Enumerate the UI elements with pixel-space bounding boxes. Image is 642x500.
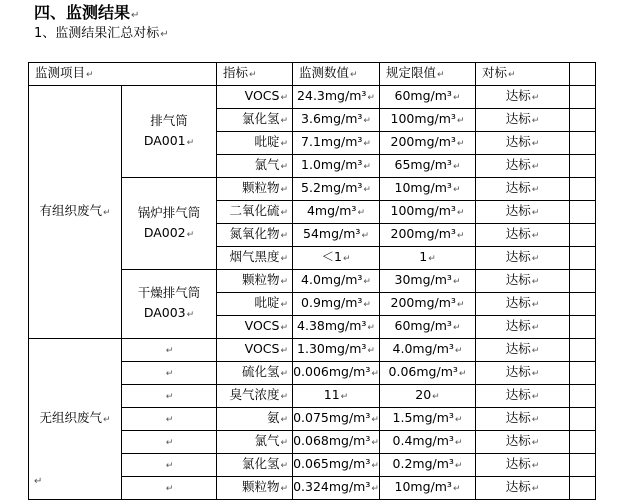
paragraph-mark-icon: ↵ (454, 346, 463, 356)
value-cell (293, 201, 380, 224)
paragraph-mark-icon: ↵ (531, 369, 540, 379)
paragraph-mark-icon: ↵ (280, 116, 288, 126)
indicator-text: 颗粒物 (241, 272, 280, 287)
extra-cell (570, 339, 596, 362)
paragraph-mark-icon: ↵ (531, 392, 540, 402)
value-text: 4mg/m³ (306, 203, 357, 218)
indicator-cell (217, 316, 293, 339)
paragraph-mark-icon: ↵ (280, 300, 288, 310)
paragraph-mark-icon: ↵ (531, 116, 540, 126)
paragraph-mark-icon: ↵ (452, 185, 461, 195)
indicator-text: VOCS (244, 341, 280, 356)
value-text: 54mg/m³ (303, 226, 361, 241)
source-cell (122, 178, 217, 270)
value-text: 7.1mg/m³ (301, 134, 363, 149)
extra-cell (570, 247, 596, 270)
header-cell-extra (570, 63, 596, 86)
paragraph-mark-icon: ↵ (456, 300, 465, 310)
result-text: 达标 (505, 180, 531, 195)
value-text: 3.6mg/m³ (301, 111, 363, 126)
paragraph-mark-icon: ↵ (531, 208, 540, 218)
source-code: DA002 (143, 224, 186, 240)
extra-cell (570, 316, 596, 339)
limit-cell (380, 477, 476, 500)
paragraph-mark-icon: ↵ (363, 185, 371, 195)
limit-cell (380, 224, 476, 247)
extra-cell (570, 86, 596, 109)
result-cell (476, 316, 570, 339)
paragraph-mark-icon: ↵ (428, 254, 436, 264)
paragraph-mark-icon: ↵ (452, 484, 461, 494)
paragraph-mark-icon: ↵ (531, 415, 540, 425)
source-code: DA001 (143, 132, 186, 148)
extra-cell (570, 362, 596, 385)
value-text: 1.30mg/m³ (297, 341, 367, 356)
indicator-text: VOCS (244, 318, 280, 333)
result-cell (476, 408, 570, 431)
paragraph-mark-icon: ↵ (371, 461, 379, 471)
trailing-paragraph-mark-icon: ↵ (34, 476, 43, 487)
paragraph-mark-icon: ↵ (456, 231, 465, 241)
paragraph-mark-icon: ↵ (280, 231, 288, 241)
paragraph-mark-icon: ↵ (531, 484, 540, 494)
paragraph-mark-icon: ↵ (340, 392, 349, 402)
header-cell-value: 监测数值↵ (293, 63, 380, 86)
paragraph-mark-icon: ↵ (531, 254, 540, 264)
result-cell (476, 362, 570, 385)
paragraph-mark-icon: ↵ (131, 10, 140, 21)
limit-text: 1.5mg/m³ (392, 410, 454, 425)
limit-text: 0.4mg/m³ (392, 433, 454, 448)
paragraph-mark-icon: ↵ (363, 300, 371, 310)
value-cell (293, 385, 380, 408)
result-text: 达标 (505, 410, 531, 425)
subsection-title-text: 1、监测结果汇总对标 (34, 26, 160, 41)
limit-cell (380, 316, 476, 339)
value-text: 5.2mg/m³ (301, 180, 363, 195)
value-text: 1.0mg/m³ (301, 157, 363, 172)
paragraph-mark-icon: ↵ (432, 392, 440, 402)
paragraph-mark-icon: ↵ (160, 29, 169, 40)
result-cell (476, 431, 570, 454)
indicator-text: 氯气 (254, 157, 280, 172)
source-name: 干燥排气筒 (137, 285, 201, 300)
paragraph-mark-icon: ↵ (454, 415, 463, 425)
paragraph-mark-icon: ↵ (531, 300, 540, 310)
indicator-cell (217, 178, 293, 201)
value-cell (293, 178, 380, 201)
value-text: 0.068mg/m³ (293, 433, 371, 448)
limit-text: 200mg/m³ (390, 226, 456, 241)
limit-cell (380, 201, 476, 224)
paragraph-mark-icon: ↵ (452, 93, 461, 103)
paragraph-mark-icon: ↵ (531, 346, 540, 356)
indicator-text: 臭气浓度 (229, 387, 280, 402)
limit-cell (380, 86, 476, 109)
source-cell (122, 86, 217, 178)
value-cell (293, 270, 380, 293)
result-cell (476, 132, 570, 155)
extra-cell (570, 201, 596, 224)
result-cell (476, 86, 570, 109)
result-cell (476, 155, 570, 178)
extra-cell (570, 293, 596, 316)
result-cell (476, 178, 570, 201)
result-text: 达标 (505, 157, 531, 172)
source-cell (122, 270, 217, 339)
header-cell-item: 监测项目↵ (29, 63, 217, 86)
value-cell (293, 293, 380, 316)
indicator-cell (217, 477, 293, 500)
result-text: 达标 (505, 479, 531, 494)
indicator-text: 二氧化硫 (229, 203, 280, 218)
value-cell (293, 477, 380, 500)
value-text: 24.3mg/m³ (297, 88, 367, 103)
paragraph-mark-icon: ↵ (531, 231, 540, 241)
indicator-text: 烟气黑度 (229, 249, 280, 264)
indicator-cell (217, 86, 293, 109)
category-label: 有组织废气 (39, 203, 102, 218)
source-cell-empty (122, 431, 217, 454)
extra-cell (570, 109, 596, 132)
source-cell-empty (122, 362, 217, 385)
section-title-text: 四、监测结果 (34, 3, 131, 22)
indicator-cell (217, 132, 293, 155)
paragraph-mark-icon: ↵ (531, 438, 540, 448)
paragraph-mark-icon: ↵ (165, 461, 174, 471)
value-text: 0.065mg/m³ (293, 456, 371, 471)
value-text: 0.075mg/m³ (293, 410, 371, 425)
indicator-text: 氨 (266, 410, 280, 425)
limit-text: 65mg/m³ (394, 157, 452, 172)
paragraph-mark-icon: ↵ (531, 139, 540, 149)
result-cell (476, 477, 570, 500)
value-cell (293, 86, 380, 109)
result-cell (476, 385, 570, 408)
header-cell-indicator: 指标↵ (217, 63, 293, 86)
paragraph-mark-icon: ↵ (456, 116, 465, 126)
indicator-cell (217, 109, 293, 132)
paragraph-mark-icon: ↵ (458, 369, 467, 379)
result-text: 达标 (505, 456, 531, 471)
paragraph-mark-icon: ↵ (186, 229, 195, 240)
source-cell-empty (122, 454, 217, 477)
indicator-text: VOCS (244, 88, 280, 103)
result-text: 达标 (505, 341, 531, 356)
paragraph-mark-icon: ↵ (371, 369, 379, 379)
value-cell (293, 155, 380, 178)
subsection-title (34, 25, 169, 44)
source-name: 排气筒 (150, 112, 188, 128)
result-cell (476, 293, 570, 316)
paragraph-mark-icon: ↵ (531, 323, 540, 333)
value-text: ＜1 (321, 249, 342, 264)
limit-cell (380, 454, 476, 477)
paragraph-mark-icon: ↵ (452, 323, 461, 333)
limit-cell (380, 431, 476, 454)
indicator-cell (217, 454, 293, 477)
paragraph-mark-icon: ↵ (280, 346, 288, 356)
limit-text: 4.0mg/m³ (392, 341, 454, 356)
value-text: 11 (323, 387, 340, 402)
limit-text: 200mg/m³ (390, 134, 456, 149)
header-cell-result: 对标↵ (476, 63, 570, 86)
extra-cell (570, 431, 596, 454)
value-cell (293, 224, 380, 247)
source-cell-empty (122, 408, 217, 431)
paragraph-mark-icon: ↵ (280, 162, 288, 172)
paragraph-mark-icon: ↵ (367, 93, 375, 103)
limit-cell (380, 385, 476, 408)
extra-cell (570, 132, 596, 155)
limit-cell (380, 132, 476, 155)
paragraph-mark-icon: ↵ (531, 93, 540, 103)
limit-text: 100mg/m³ (390, 203, 456, 218)
header-cell-limit: 规定限值↵ (380, 63, 476, 86)
value-text: 0.006mg/m³ (293, 364, 371, 379)
value-cell (293, 247, 380, 270)
paragraph-mark-icon: ↵ (367, 323, 375, 333)
result-text: 达标 (505, 295, 531, 310)
paragraph-mark-icon: ↵ (531, 185, 540, 195)
result-cell (476, 224, 570, 247)
paragraph-mark-icon: ↵ (165, 346, 174, 356)
paragraph-mark-icon: ↵ (280, 484, 288, 494)
limit-text: 100mg/m³ (390, 111, 456, 126)
value-text: 4.38mg/m³ (297, 318, 367, 333)
indicator-cell (217, 431, 293, 454)
extra-cell (570, 155, 596, 178)
paragraph-mark-icon: ↵ (165, 369, 174, 379)
indicator-cell (217, 362, 293, 385)
limit-cell (380, 408, 476, 431)
table-header-row (29, 63, 596, 86)
paragraph-mark-icon: ↵ (531, 162, 540, 172)
source-code: DA003 (143, 305, 186, 320)
paragraph-mark-icon: ↵ (371, 438, 379, 448)
value-cell (293, 408, 380, 431)
extra-cell (570, 454, 596, 477)
source-cell-empty (122, 385, 217, 408)
paragraph-mark-icon: ↵ (454, 461, 463, 471)
result-cell (476, 201, 570, 224)
results-table (28, 62, 596, 500)
source-name: 锅炉排气筒 (137, 204, 201, 220)
indicator-text: 硫化氢 (241, 364, 280, 379)
paragraph-mark-icon: ↵ (280, 392, 288, 402)
extra-cell (570, 408, 596, 431)
paragraph-mark-icon: ↵ (280, 461, 288, 471)
indicator-text: 氯化氢 (241, 111, 280, 126)
value-text: 0.324mg/m³ (293, 479, 371, 494)
limit-text: 0.06mg/m³ (388, 364, 458, 379)
result-text: 达标 (505, 88, 531, 103)
indicator-cell (217, 224, 293, 247)
results-table-body (29, 63, 596, 500)
paragraph-mark-icon: ↵ (165, 484, 174, 494)
indicator-cell (217, 293, 293, 316)
limit-text: 200mg/m³ (390, 295, 456, 310)
indicator-text: 颗粒物 (241, 479, 280, 494)
result-text: 达标 (505, 318, 531, 333)
result-text: 达标 (505, 203, 531, 218)
paragraph-mark-icon: ↵ (357, 208, 365, 218)
paragraph-mark-icon: ↵ (280, 369, 288, 379)
paragraph-mark-icon: ↵ (280, 438, 288, 448)
paragraph-mark-icon: ↵ (280, 185, 288, 195)
limit-text: 60mg/m³ (394, 88, 452, 103)
result-text: 达标 (505, 433, 531, 448)
result-text: 达标 (505, 249, 531, 264)
paragraph-mark-icon: ↵ (361, 231, 369, 241)
extra-cell (570, 270, 596, 293)
paragraph-mark-icon: ↵ (531, 461, 540, 471)
limit-cell (380, 178, 476, 201)
indicator-cell (217, 270, 293, 293)
limit-cell (380, 270, 476, 293)
paragraph-mark-icon: ↵ (186, 137, 195, 148)
indicator-text: 氯化氢 (241, 456, 280, 471)
result-cell (476, 339, 570, 362)
limit-cell (380, 339, 476, 362)
paragraph-mark-icon: ↵ (371, 415, 379, 425)
limit-cell (380, 247, 476, 270)
limit-cell (380, 109, 476, 132)
table-row (29, 339, 596, 362)
indicator-text: 氯气 (254, 433, 280, 448)
result-cell (476, 454, 570, 477)
value-text: 0.9mg/m³ (301, 295, 363, 310)
paragraph-mark-icon: ↵ (280, 208, 288, 218)
value-cell (293, 454, 380, 477)
result-cell (476, 247, 570, 270)
paragraph-mark-icon: ↵ (186, 310, 195, 320)
category-cell-organized (29, 86, 122, 339)
limit-text: 60mg/m³ (394, 318, 452, 333)
paragraph-mark-icon: ↵ (165, 415, 174, 425)
indicator-cell (217, 155, 293, 178)
source-cell-empty (122, 339, 217, 362)
value-cell (293, 132, 380, 155)
result-text: 达标 (505, 226, 531, 241)
limit-text: 30mg/m³ (394, 272, 452, 287)
paragraph-mark-icon: ↵ (363, 277, 371, 287)
indicator-text: 颗粒物 (241, 180, 280, 195)
paragraph-mark-icon: ↵ (456, 208, 465, 218)
extra-cell (570, 224, 596, 247)
indicator-cell (217, 408, 293, 431)
paragraph-mark-icon: ↵ (531, 277, 540, 287)
value-cell (293, 362, 380, 385)
source-cell-empty (122, 477, 217, 500)
paragraph-mark-icon: ↵ (280, 323, 288, 333)
paragraph-mark-icon: ↵ (280, 277, 288, 287)
paragraph-mark-icon: ↵ (371, 484, 379, 494)
limit-text: 10mg/m³ (394, 180, 452, 195)
section-title (34, 2, 139, 27)
extra-cell (570, 477, 596, 500)
result-text: 达标 (505, 134, 531, 149)
category-label: 无组织废气 (39, 410, 102, 425)
indicator-cell (217, 201, 293, 224)
limit-text: 0.2mg/m³ (392, 456, 454, 471)
paragraph-mark-icon: ↵ (363, 139, 371, 149)
indicator-text: 吡啶 (254, 295, 280, 310)
paragraph-mark-icon: ↵ (280, 415, 288, 425)
paragraph-mark-icon: ↵ (165, 438, 174, 448)
limit-cell (380, 293, 476, 316)
paragraph-mark-icon: ↵ (342, 254, 351, 264)
paragraph-mark-icon: ↵ (165, 392, 174, 402)
paragraph-mark-icon: ↵ (363, 162, 371, 172)
limit-cell (380, 155, 476, 178)
paragraph-mark-icon: ↵ (367, 346, 375, 356)
value-cell (293, 339, 380, 362)
limit-text: 10mg/m³ (394, 479, 452, 494)
paragraph-mark-icon: ↵ (102, 208, 111, 218)
indicator-cell (217, 247, 293, 270)
value-cell (293, 431, 380, 454)
indicator-text: 吡啶 (254, 134, 280, 149)
result-cell (476, 109, 570, 132)
paragraph-mark-icon: ↵ (280, 139, 288, 149)
result-cell (476, 270, 570, 293)
value-cell (293, 316, 380, 339)
value-cell (293, 109, 380, 132)
category-cell-unorganized (29, 339, 122, 500)
result-text: 达标 (505, 364, 531, 379)
result-text: 达标 (505, 387, 531, 402)
value-text: 4.0mg/m³ (301, 272, 363, 287)
limit-text: 20 (415, 387, 432, 402)
paragraph-mark-icon: ↵ (280, 93, 288, 103)
limit-cell (380, 362, 476, 385)
paragraph-mark-icon: ↵ (363, 116, 371, 126)
paragraph-mark-icon: ↵ (102, 415, 111, 425)
result-text: 达标 (505, 272, 531, 287)
paragraph-mark-icon: ↵ (280, 254, 288, 264)
paragraph-mark-icon: ↵ (452, 162, 461, 172)
paragraph-mark-icon: ↵ (454, 438, 463, 448)
table-row (29, 86, 596, 109)
indicator-cell (217, 385, 293, 408)
indicator-text: 氮氧化物 (229, 226, 280, 241)
indicator-cell (217, 339, 293, 362)
paragraph-mark-icon: ↵ (452, 277, 461, 287)
result-text: 达标 (505, 111, 531, 126)
extra-cell (570, 178, 596, 201)
extra-cell (570, 385, 596, 408)
limit-text: 1 (419, 249, 428, 264)
paragraph-mark-icon: ↵ (456, 139, 465, 149)
